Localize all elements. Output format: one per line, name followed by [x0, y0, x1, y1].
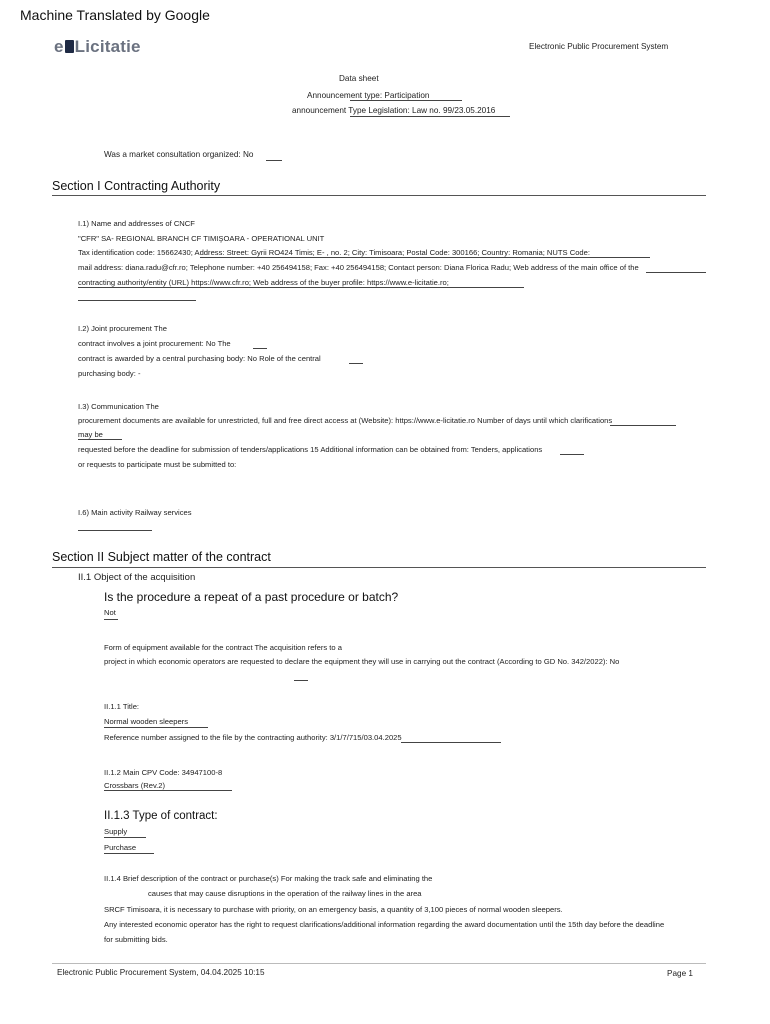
ii13-purchase: Purchase	[104, 843, 137, 852]
i1-title: I.1) Name and addresses of CNCF	[78, 219, 195, 228]
i2-line-1: contract involves a joint procurement: No The	[78, 339, 231, 348]
i2-line-3: purchasing body: -	[78, 369, 141, 378]
logo-letter-e: e	[54, 37, 64, 56]
i1-line-1: "CFR" SA- REGIONAL BRANCH CF TIMIŞOARA - OPERATIONAL UNIT	[78, 234, 325, 243]
market-consultation: Was a market consultation organized: No	[104, 150, 254, 159]
underline	[78, 439, 122, 440]
i3-title: I.3) Communication The	[78, 402, 159, 411]
elicitatie-logo	[54, 37, 141, 57]
ii14-line-4: Any interested economic operator has the right to request clarifications/additional information regarding the award documentation until the 15th day before the deadline	[104, 920, 665, 929]
logo-mark-icon	[65, 40, 74, 53]
section-rule	[52, 567, 706, 568]
underline	[78, 287, 524, 288]
i1-line-4: contracting authority/entity (URL) https://www.cfr.ro; Web address of the buyer profile: https://www.e-licitatie.ro;	[78, 278, 449, 287]
i2-line-2: contract is awarded by a central purchasing body: No Role of the central	[78, 354, 321, 363]
underline	[350, 100, 462, 101]
i3-line-2: may be	[78, 430, 103, 439]
underline	[266, 160, 282, 161]
announcement-legislation: announcement Type Legislation: Law no. 99/23.05.2016	[292, 106, 496, 115]
logo-wordmark: Licitatie	[74, 37, 141, 56]
data-sheet-title: Data sheet	[339, 74, 379, 83]
underline	[350, 116, 510, 117]
reference-number: Reference number assigned to the file by the contracting authority: 3/1/7/715/03.04.2025	[104, 733, 402, 742]
ii14-line-1: II.1.4 Brief description of the contract or purchase(s) For making the track safe and eliminating the	[104, 874, 433, 883]
underline	[610, 425, 676, 426]
i1-line-3: mail address: diana.radu@cfr.ro; Telephone number: +40 256494158; Fax: +40 256494158; Contact person: Diana Florica Radu; Web address of the main office of the	[78, 263, 639, 272]
page-number: Page 1	[667, 969, 693, 978]
i3-line-1: procurement documents are available for unrestricted, full and free direct access at (Website): https://www.e-licitatie.ro Number of days until which clarifications	[78, 416, 613, 425]
underline	[349, 363, 363, 364]
ii13-supply: Supply	[104, 827, 128, 836]
underline	[104, 853, 154, 854]
ii13-type-title: II.1.3 Type of contract:	[104, 810, 218, 822]
ii14-line-5: for submitting bids.	[104, 935, 168, 944]
equipment-line-1: Form of equipment available for the contract The acquisition refers to a	[104, 643, 342, 652]
i2-title: I.2) Joint procurement The	[78, 324, 167, 333]
underline	[78, 300, 196, 301]
ii12-cpv-code: II.1.2 Main CPV Code: 34947100-8	[104, 768, 223, 777]
i1-line-2: Tax identification code: 15662430; Address: Street: Gyrii RO424 Timis; E- , no. 2; City: Timisoara; Postal Code: 300166; Country: Romania; NUTS Code:	[78, 248, 590, 257]
underline	[104, 790, 232, 791]
underline	[200, 257, 650, 258]
system-name: Electronic Public Procurement System	[529, 42, 669, 51]
underline	[104, 727, 208, 728]
repeat-question: Is the procedure a repeat of a past procedure or batch?	[104, 590, 399, 604]
i3-line-4: or requests to participate must be submitted to:	[78, 460, 237, 469]
footer-timestamp: Electronic Public Procurement System, 04.04.2025 10:15	[57, 968, 265, 977]
underline	[78, 530, 152, 531]
underline	[294, 680, 308, 681]
section-rule	[52, 195, 706, 196]
ii1-object: II.1 Object of the acquisition	[78, 572, 196, 583]
i6-main-activity: I.6) Main activity Railway services	[78, 508, 192, 517]
equipment-line-2: project in which economic operators are requested to declare the equipment they will use in carrying out the contract (According to GD No. 342/2022): No	[104, 657, 620, 666]
underline	[401, 742, 501, 743]
section-2-title: Section II Subject matter of the contract	[52, 550, 271, 564]
footer-rule	[52, 963, 706, 964]
section-1-title: Section I Contracting Authority	[52, 179, 221, 193]
underline	[104, 619, 118, 620]
i3-line-3: requested before the deadline for submission of tenders/applications 15 Additional information can be obtained from: Tenders, applications	[78, 445, 543, 454]
announcement-type: Announcement type: Participation	[307, 91, 430, 100]
machine-translated-label: Machine Translated by Google	[20, 7, 210, 23]
ii14-line-3: SRCF Timisoara, it is necessary to purchase with priority, on an emergency basis, a quantity of 3,100 pieces of normal wooden sleepers.	[104, 905, 563, 914]
ii14-line-2: causes that may cause disruptions in the operation of the railway lines in the area	[148, 889, 422, 898]
underline	[253, 348, 267, 349]
repeat-answer: Not	[104, 608, 116, 617]
ii12-cpv-value: Crossbars (Rev.2)	[104, 781, 166, 790]
ii11-title-value: Normal wooden sleepers	[104, 717, 188, 726]
ii11-title-label: II.1.1 Title:	[104, 702, 140, 711]
underline	[104, 837, 146, 838]
underline	[646, 272, 706, 273]
underline	[560, 454, 584, 455]
